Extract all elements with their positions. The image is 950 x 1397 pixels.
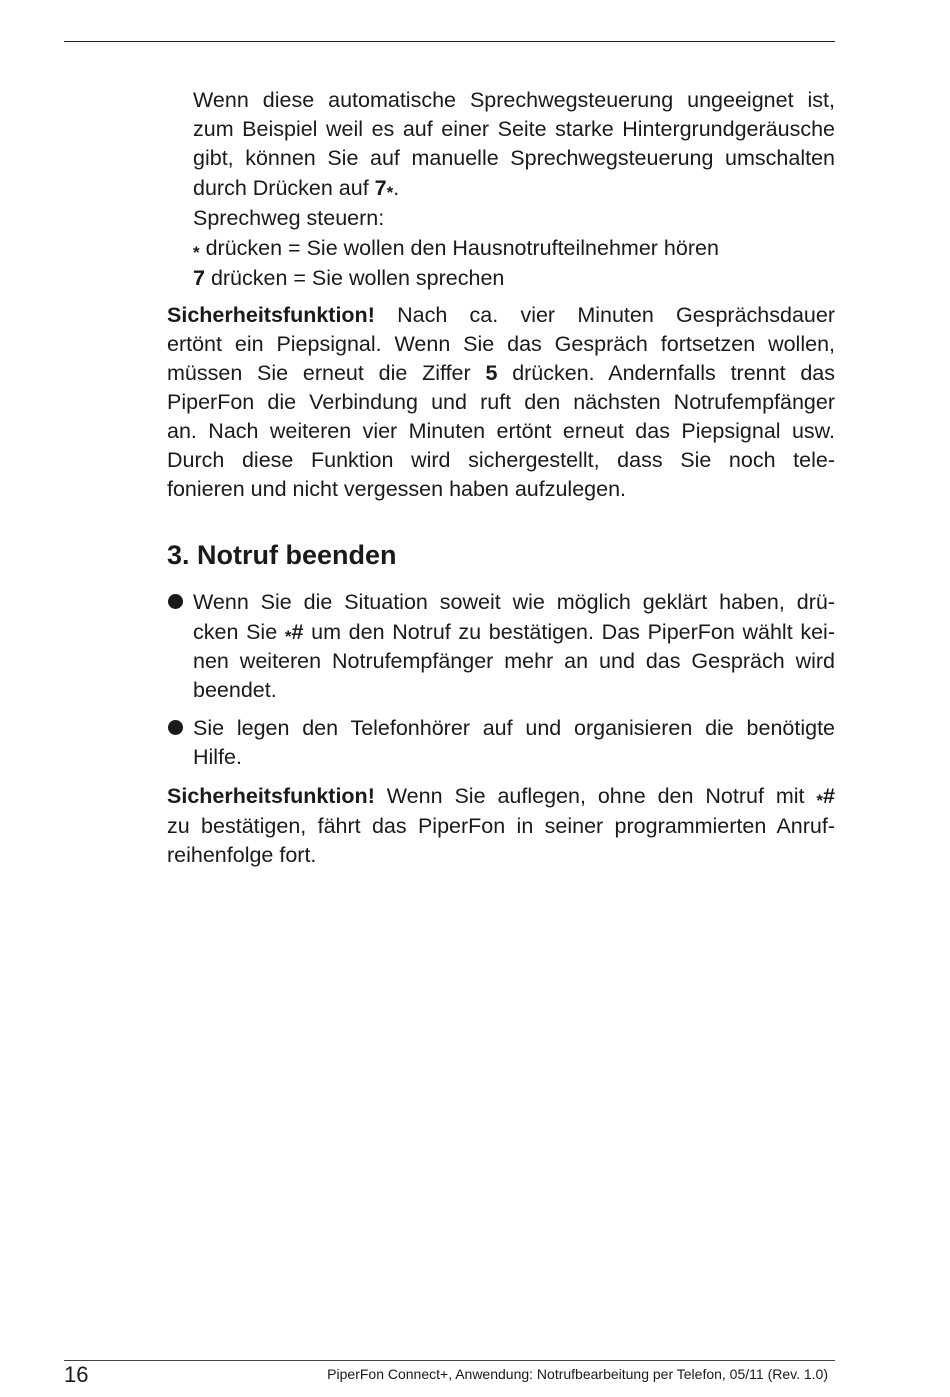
intro-line-4-text: durch Drücken auf xyxy=(193,176,375,200)
safety1-line-3-end: drücken. Andernfalls trennt das xyxy=(497,361,835,385)
bullet1-line-2-end: um den Notruf zu bestätigen. Das PiperFon wählt kei- xyxy=(303,620,835,644)
bullet1-line-1: Wenn Sie die Situation soweit wie möglich geklärt haben, drü- xyxy=(193,590,835,614)
intro-line-6-text: drücken = Sie wollen den Hausnotrufteilnehmer hören xyxy=(199,236,719,260)
key-star: * xyxy=(816,791,824,810)
intro-line-4-end: . xyxy=(393,176,400,200)
key-7: 7 xyxy=(374,176,387,200)
safety1-line-3 xyxy=(167,360,835,386)
safety2-label: Sicherheitsfunktion! xyxy=(167,784,375,808)
bullet-dot xyxy=(168,720,183,735)
safety1-line-7: fonieren und nicht vergessen haben aufzulegen. xyxy=(167,477,627,501)
intro-line-3: gibt, können Sie auf manuelle Sprechwegsteuerung umschalten xyxy=(193,146,835,170)
bullet2-line-1: Sie legen den Telefonhörer auf und organisieren die benötigte xyxy=(193,716,835,740)
safety2-line-1-text: Wenn Sie auflegen, ohne den Notruf mit xyxy=(374,784,817,808)
bullet1-line-2 xyxy=(193,619,835,647)
bullet-dot xyxy=(168,594,183,609)
bullet2-line-2: Hilfe. xyxy=(193,745,242,769)
intro-line-7-text: drücken = Sie wollen sprechen xyxy=(204,266,505,290)
footer-rule xyxy=(64,1360,835,1361)
safety1-label: Sicherheitsfunktion! xyxy=(167,303,375,327)
intro-line-2: zum Beispiel weil es auf einer Seite starke Hintergrundgeräusche xyxy=(193,117,835,141)
bullet1-line-3: nen weiteren Notrufempfänger mehr an und das Gespräch wird xyxy=(193,649,835,673)
header-rule xyxy=(64,41,835,42)
page-number: 16 xyxy=(64,1362,89,1387)
safety1-line-5: an. Nach weiteren vier Minuten ertönt erneut das Piepsignal usw. xyxy=(167,419,835,443)
safety2-line-2: zu bestätigen, fährt das PiperFon in seiner programmierten Anruf- xyxy=(167,814,835,838)
safety2-line-1 xyxy=(167,783,835,811)
intro-line-5: Sprechweg steuern: xyxy=(193,206,385,230)
key-hash: # xyxy=(823,784,835,808)
section-heading: 3. Notruf beenden xyxy=(167,540,397,570)
safety1-line-2: ertönt ein Piepsignal. Wenn Sie das Gespräch fortsetzen wollen, xyxy=(167,332,835,356)
key-7: 7 xyxy=(193,266,205,290)
safety1-line-6: Durch diese Funktion wird sichergestellt, dass Sie noch tele- xyxy=(167,448,835,472)
key-hash: # xyxy=(291,620,304,644)
safety2-line-3: reihenfolge fort. xyxy=(167,843,317,867)
key-star: * xyxy=(193,243,200,262)
safety1-line-3-text: müssen Sie erneut die Ziffer xyxy=(167,361,486,385)
safety1-line-4: PiperFon die Verbindung und ruft den nächsten Notrufempfänger xyxy=(167,390,835,414)
key-star: * xyxy=(284,627,292,646)
safety1-line-1 xyxy=(167,302,835,328)
intro-line-1: Wenn diese automatische Sprechwegsteuerung ungeeignet ist, xyxy=(193,88,835,112)
bullet1-line-2-text: cken Sie xyxy=(193,620,285,644)
intro-line-7 xyxy=(193,265,504,291)
bullet1-line-4: beendet. xyxy=(193,678,277,702)
intro-line-6 xyxy=(193,235,719,263)
key-star: * xyxy=(386,183,394,202)
safety1-line-1-text: Nach ca. vier Minuten Gesprächsdauer xyxy=(374,303,835,327)
footer-text: PiperFon Connect+, Anwendung: Notrufbearbeitung per Telefon, 05/11 (Rev. 1.0) xyxy=(327,1366,828,1382)
key-5: 5 xyxy=(485,361,498,385)
intro-line-4 xyxy=(193,175,399,203)
